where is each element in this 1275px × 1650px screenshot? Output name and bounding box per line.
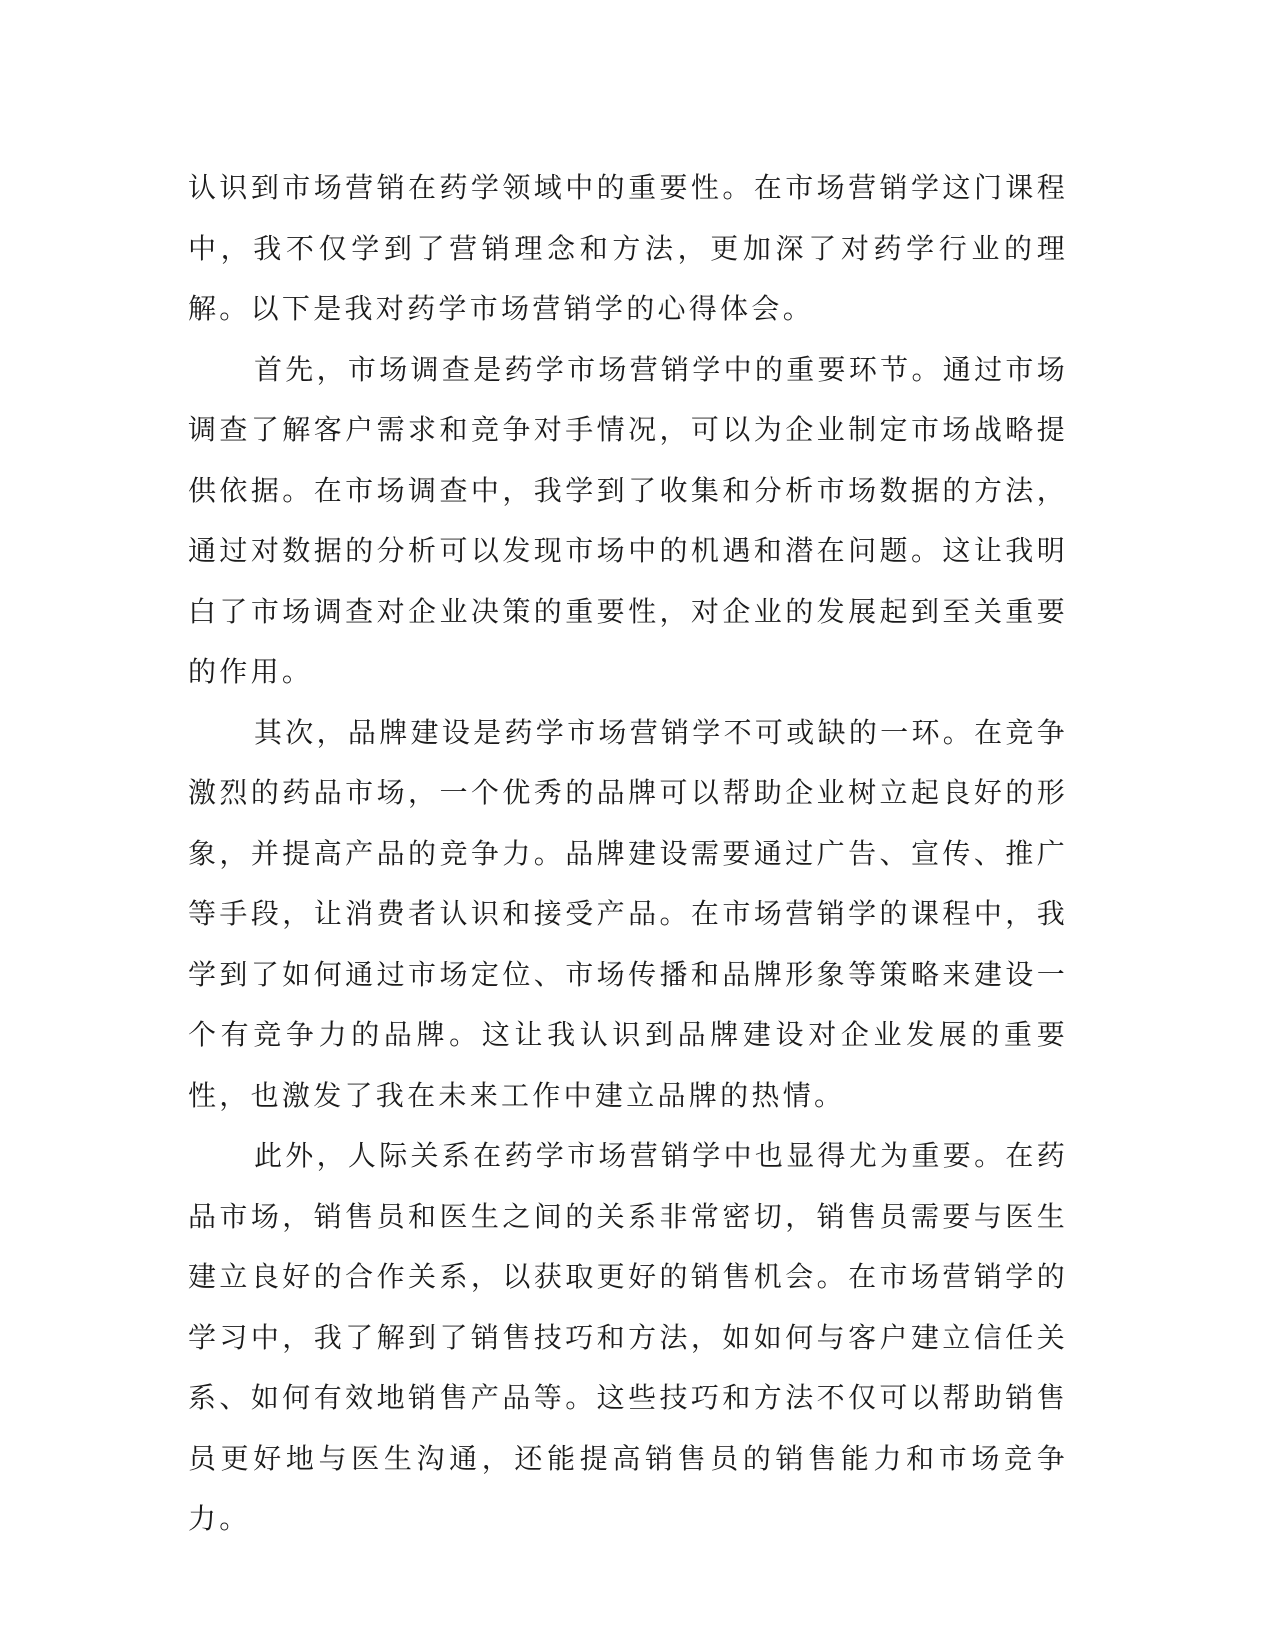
paragraph-interpersonal-relations: 此外，人际关系在药学市场营销学中也显得尤为重要。在药品市场，销售员和医生之间的关系非常密切，销售员需要与医生建立良好的合作关系，以获取更好的销售机会。在市场营销学的学习中，我了解到了销售技巧和方法，如如何与客户建立信任关系、如何有效地销售产品等。这些技巧和方法不仅可以帮助销售员更好地与医生沟通，还能提高销售员的销售能力和市场竞争力。 — [188, 1139, 1068, 1535]
paragraph-intro: 认识到市场营销在药学领域中的重要性。在市场营销学这门课程中，我不仅学到了营销理念和方法，更加深了对药学行业的理解。以下是我对药学市场营销学的心得体会。 — [188, 171, 1068, 325]
paragraph-market-research: 首先，市场调查是药学市场营销学中的重要环节。通过市场调查了解客户需求和竞争对手情况，可以为企业制定市场战略提供依据。在市场调查中，我学到了收集和分析市场数据的方法，通过对数据的分析可以发现市场中的机遇和潜在问题。这让我明白了市场调查对企业决策的重要性，对企业的发展起到至关重要的作用。 — [188, 352, 1068, 688]
document-body — [188, 158, 1068, 1550]
paragraph-brand-building: 其次，品牌建设是药学市场营销学不可或缺的一环。在竞争激烈的药品市场，一个优秀的品牌可以帮助企业树立起良好的形象，并提高产品的竞争力。品牌建设需要通过广告、宣传、推广等手段，让消费者认识和接受产品。在市场营销学的课程中，我学到了如何通过市场定位、市场传播和品牌形象等策略来建设一个有竞争力的品牌。这让我认识到品牌建设对企业发展的重要性，也激发了我在未来工作中建立品牌的热情。 — [188, 715, 1068, 1112]
